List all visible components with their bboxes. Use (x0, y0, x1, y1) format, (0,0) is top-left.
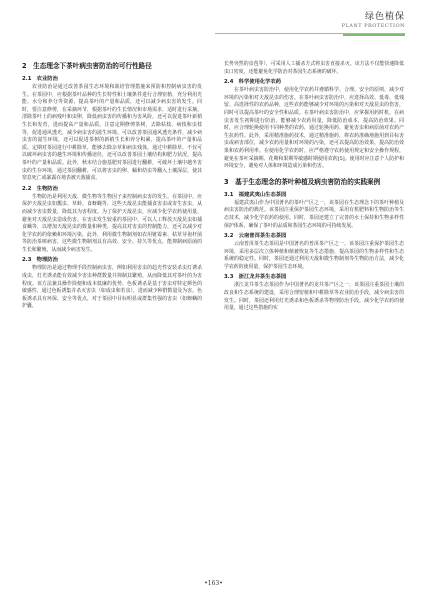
subsection-3-1-heading: 3.1 福建武夷山生态茶园 (224, 191, 287, 198)
running-header (205, 12, 405, 30)
subsection-3-3-heading: 3.3 浙江龙井茶生态茶园 (224, 274, 287, 281)
left-column (22, 61, 202, 311)
paragraph-2-3: 物理防治是通过物理手段控制病虫害，例如利用害虫的趋光性安装杀虫灯诱杀成虫，灯光诱杀能有效减少害虫种群数量并抑制其繁殖，从而降低其对茶叶的为害程度。该方法兼具操作简便和成本低廉的优势。色板诱杀是基于害虫对特定颜色的敏感性，通过色板诱集并杀灭害虫（如成虫和若虫），进而减少种群数量及为害。色板诱杀具有环保、安全等优点，对于茶园中目标明显或群集性强的害虫（如蚜螨的护囊、 (22, 265, 202, 310)
subsection-2-1-heading: 2.1 农业防治 (22, 76, 58, 82)
journal-column-title: 绿色植保 (364, 12, 405, 22)
page-number: •163• (204, 580, 223, 587)
subsection-2-4-heading: 2.4 科学使用化学农药 (224, 79, 282, 86)
subsection-2-2-heading: 2.2 生物防治 (22, 185, 58, 192)
subsection-2-3-heading: 2.3 物理防治 (22, 257, 58, 264)
subsection-3-2-heading: 3.2 云南普洱茶生态茶园 (224, 233, 287, 240)
paragraph-continued: 长势突然的虫苞等），可采用人工捕杀方式将虫害直接杀灭。该方法不仅能快速降低虫口密度，还能避免化学防治对茶园生态系统的破坏。 (224, 61, 404, 75)
journal-column-title-en: PLANT PROTECTION (341, 23, 405, 29)
header-accent-bar (343, 34, 405, 36)
paragraph-3-1: 福建武夷山作为中国著名的茶叶产区之一，该茶园在生态理念下的茶叶种植及病虫害防治的典范。该茶园注重保护茶园生态环境，采用有机肥料和生物防治等生态技术，减少化学农药的使用。同时，茶园还建立了完善的水土保持和生物多样性保护体系，确保了茶叶的品质和茶园生态环境的可持续发展。 (224, 199, 404, 229)
paragraph-3-3: 浙江龙井茶生态茶园作为中国著名的龙井茶产区之一，该茶园注重茶园土壤的改良和生态系统的建设，采用合理密植和中耕除草等农业防治手段，减少病虫害的发生。同时，茶园还利用灯光诱杀和色板诱杀等物理防治手段，减少化学农药的使用量，通过这些措施的实 (224, 282, 404, 312)
paragraph-2-4: 在茶叶病虫害防治中，使用化学农药并遵循科学、合理、安全的原则，减少对环境的污染和对天敌昆虫的伤害。在茶叶病虫害防治中，应选择高效、低毒、低残留、高选择性的农药品种，这些农药能够减少对环境的污染和对天敌昆虫的伤害，同时可以提高茶叶的安全性和品质。在茶叶病虫害防治中，应掌握用药时机，在病虫害发生初期进行防治，能够减少农药用量，降低防治成本，提高防治效果。同时，应合理轮换使用不同种类的农药，通过轮换用药，避免害虫和病原菌对农药产生抗药性。此外，采用精准施药技术，通过精准施药，将农药准确地施用到目标害虫或病害部位，减少农药用量和对环境的污染，还可以提高防治效果，提高防治效果和农药利用率。在使用化学农药时，应严格遵守农药使用规定和安全操作规程，避免在茶叶采摘期、花期和果期等敏感时期使用农药[5]。使用时应注意个人防护和环境安全，避免对人体和环境造成污染和伤害。 (224, 87, 404, 170)
paragraph-2-2: 生物防治是利用天敌、微生物等生物因子来控制病虫害的发生。在茶园中，应保护天敌昆虫如瓢虫、草蛉、食蚜蝇等，这些天敌昆虫能捕食害虫或寄生害虫，从而减少害虫数量，降低其为害程度。为了保护天敌昆虫，应减少化学农药使用量，避免对天敌昆虫造成伤害。在害虫发生较重的茶园中，可以人工释放天敌昆虫如捕食螨等，以增加天敌昆虫的数量和种类，提高其对害虫的控制能力，还可以减少对化学农药的依赖和环境污染。此外，利用微生物制剂如农用链霉素、枯草芽孢杆菌等防治茶树病害，这些微生物制剂具有高效、安全、持久等优点，能抑制病原菌的生长和繁殖，从而减少病害发生。 (22, 193, 202, 253)
section-3-heading: 3 基于生态理念的茶叶种植及病虫害防治的实践案例 (224, 177, 381, 186)
section-2-heading: 2 生态理念下茶叶病虫害防治的可行性路径 (22, 62, 152, 70)
paragraph-3-2: 云南普洱茶生态茶园是中国著名的普洱茶产区之一，该茶园注重保护茶园生态环境，采用多层次立体种植和植被恢复等生态措施，提高茶园的生物多样性和生态系统的稳定性。同时，茶园还通过利用天敌和微生物制剂等生物防治方法，减少化学农药的使用量，保护茶园生态环境。 (224, 241, 404, 270)
right-column (224, 61, 404, 313)
paragraph-2-1: 农业防治是通过改善茶园生态环境和栽培管理措施来预防和控制病虫害的发生。在茶园中，应根据茶叶品种的生长特性和土壤条件进行合理密植，充分利用光能、水分和养分等资源，提高茶叶的产量和品质，还可以减少病虫害的发生。同时，要注意修剪，在采摘环节，根据茶叶的生长情况和市场需求，适时进行采摘。清除茶叶上的病残叶和虫卵，降低病虫害的传播和为害风险，还可以促进茶叶新梢生长和发育，进而提高产量和品质。注意定期修剪茶树，去除枯枝、病枝和虫枝等，促进通风透光，减少病虫害的滋生环境。可以改善茶园通风透光条件，减少病虫害的滋生环境，还可以促进茶树的新梢生长和养分积累，提高茶叶的产量和品质。定期对茶园进行中耕除草，能够去除杂草和病虫残体，通过中耕除草，不仅可以破坏病虫害的越生环境和传播途径，还可以改善茶园土壤结构和肥力状况，提高茶叶的产量和品质。此外，秋末结合施基肥对茶园进行翻耕，可破坏土壤中越冬害虫的生存环境，通过茶园翻耕，可以将害虫的卵、蛹和幼虫等翻入土壤深层，使其窒息死亡或暴露在地表被天敌捕食。 (22, 84, 202, 182)
